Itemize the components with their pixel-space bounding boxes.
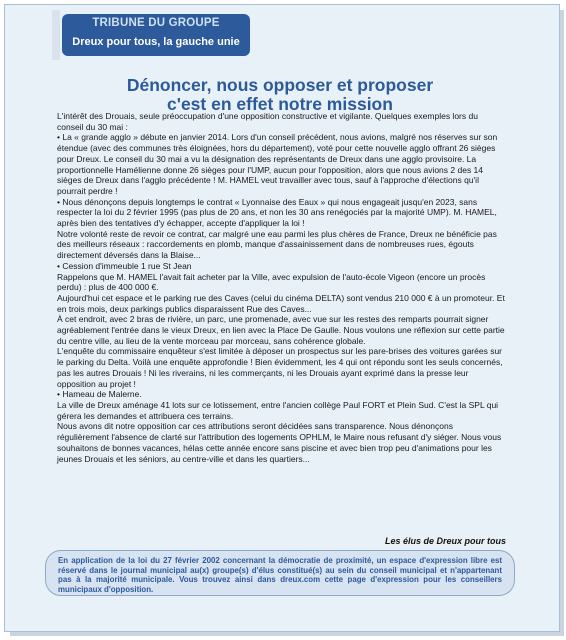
article-paragraph: La ville de Dreux aménage 41 lots sur ce lotissement, entre l'ancien collège Paul FORT et Plein Sud. C'est la SPL qui gérera les demandes et attribuera ces terrains. bbox=[57, 399, 499, 421]
article-paragraph: Notre volonté reste de revoir ce contrat, car malgré une eau parmi les plus chères de France, Dreux ne bénéficie pas des meilleurs réseaux : raccordements en plomb, manque d'assainissement dans de nombreuses rues, égouts directement déversés dans la Blaise... bbox=[57, 228, 497, 261]
legal-notice-box bbox=[45, 550, 515, 596]
article-body bbox=[57, 111, 505, 464]
article-paragraph: • Nous dénonçons depuis longtemps le contrat « Lyonnaise des Eaux » qui nous engageait jusqu'en 2023, sans respecter la loi du 2 février 1995 (pas plus de 20 ans, et non les 30 ans renégociés par la majorité UMP). M. HAMEL, après bien des tentatives d'y échapper, accepte d'appliquer la loi ! bbox=[57, 196, 497, 229]
article-paragraph: L'enquête du commissaire enquêteur s'est limitée à déposer un prospectus sur les pare-brises des voitures garées sur le parking du Delta. Voilà une enquête approfondie ! Bien évidemment, les 4 qui ont répondu sont les seuls concernés, pas les autres Drouais ! Ni les riverains, ni les commerçants, ni les Drouais ayant exprimé dans la presse leur opposition au projet ! bbox=[57, 346, 503, 389]
headline-line-2: c'est en effet notre mission bbox=[167, 94, 393, 114]
panel-shadow-right bbox=[560, 10, 564, 636]
group-header-title: TRIBUNE DU GROUPE bbox=[92, 17, 220, 29]
panel-shadow-bottom bbox=[10, 632, 564, 636]
header-side-strip bbox=[52, 10, 60, 60]
article-signature: Les élus de Dreux pour tous bbox=[384, 536, 506, 546]
article-paragraph: Nous avons dit notre opposition car ces attributions seront décidées sans transparence. Nous dénonçons régulièrement l'absence de clarté sur l'attribution des logements OPHLM, le Maire nous refusant d'y siéger. Nous vous souhaitons de bonnes vacances, hélas cette année encore sans piscine et avec bien trop peu d'animations pour les jeunes Drouais et les séniors, au centre-ville et dans les quartiers... bbox=[57, 421, 502, 464]
article-paragraph: • Hameau de Malerne. bbox=[57, 389, 142, 400]
article-paragraph: • La « grande agglo » débute en janvier 2014. Lors d'un conseil précédent, nous avions, malgré nos réserves sur son étendue (avec des communes très éloignées, hors du département), voté pour cette nouvelle agglo offrant 26 sièges pour Dreux. Le conseil du 30 mai a vu la désignation des représentants de Dreux dans une agglo provisoire. La proportionnelle Hamélienne donne 26 sièges pour l'UMP, aucun pour l'opposition, alors que nous avions 2 des 14 sièges de Dreux dans l'agglo précédente ! M. HAMEL veut travailler avec tous, sauf à l'approche d'élections qu'il pourrait perdre ! bbox=[57, 132, 498, 196]
article-headline bbox=[40, 76, 520, 114]
article-paragraph: L'intérêt des Drouais, seule préoccupation d'une opposition constructive et vigilante. Quelques exemples lors du conseil du 30 mai : bbox=[57, 111, 478, 132]
group-header-tab bbox=[62, 14, 250, 56]
group-header-subtitle: Dreux pour tous, la gauche unie bbox=[72, 36, 240, 48]
legal-notice-text: En application de la loi du 27 février 2002 concernant la démocratie de proximité, un espace d'expression libre est réservé dans le journal municipal au(x) groupe(s) d'élus constitué(s) au sein du conseil municipal et n'appartenant pas à la majorité municipale. Vous trouvez ainsi dans dreux.com cette page d'expression pour les conseillers municipaux d'opposition. bbox=[58, 556, 502, 594]
article-paragraph: Rappelons que M. HAMEL l'avait fait acheter par la Ville, avec expulsion de l'auto-école Vigeon (encore un procès perdu) : plus de 400 000 €. bbox=[57, 271, 486, 293]
article-paragraph: • Cession d'immeuble 1 rue St Jean bbox=[57, 260, 192, 271]
article-paragraph: Aujourd'hui cet espace et le parking rue des Caves (celui du cinéma DELTA) sont vendus 210 000 € à un promoteur. Et en trois mois, deux parkings publics disparaissent Rue des Caves... bbox=[57, 292, 505, 314]
article-paragraph: À cet endroit, avec 2 bras de rivière, un parc, une promenade, avec vue sur les restes des remparts pourrait signer agréablement l'entrée dans le vieux Dreux, en lien avec la Place De Gaulle. Nous voulons une réflexion sur cette partie du centre ville, au lieu de la vente morceau par morceau, sans cohérence globale. bbox=[57, 314, 505, 346]
headline-line-1: Dénoncer, nous opposer et proposer bbox=[126, 75, 434, 95]
